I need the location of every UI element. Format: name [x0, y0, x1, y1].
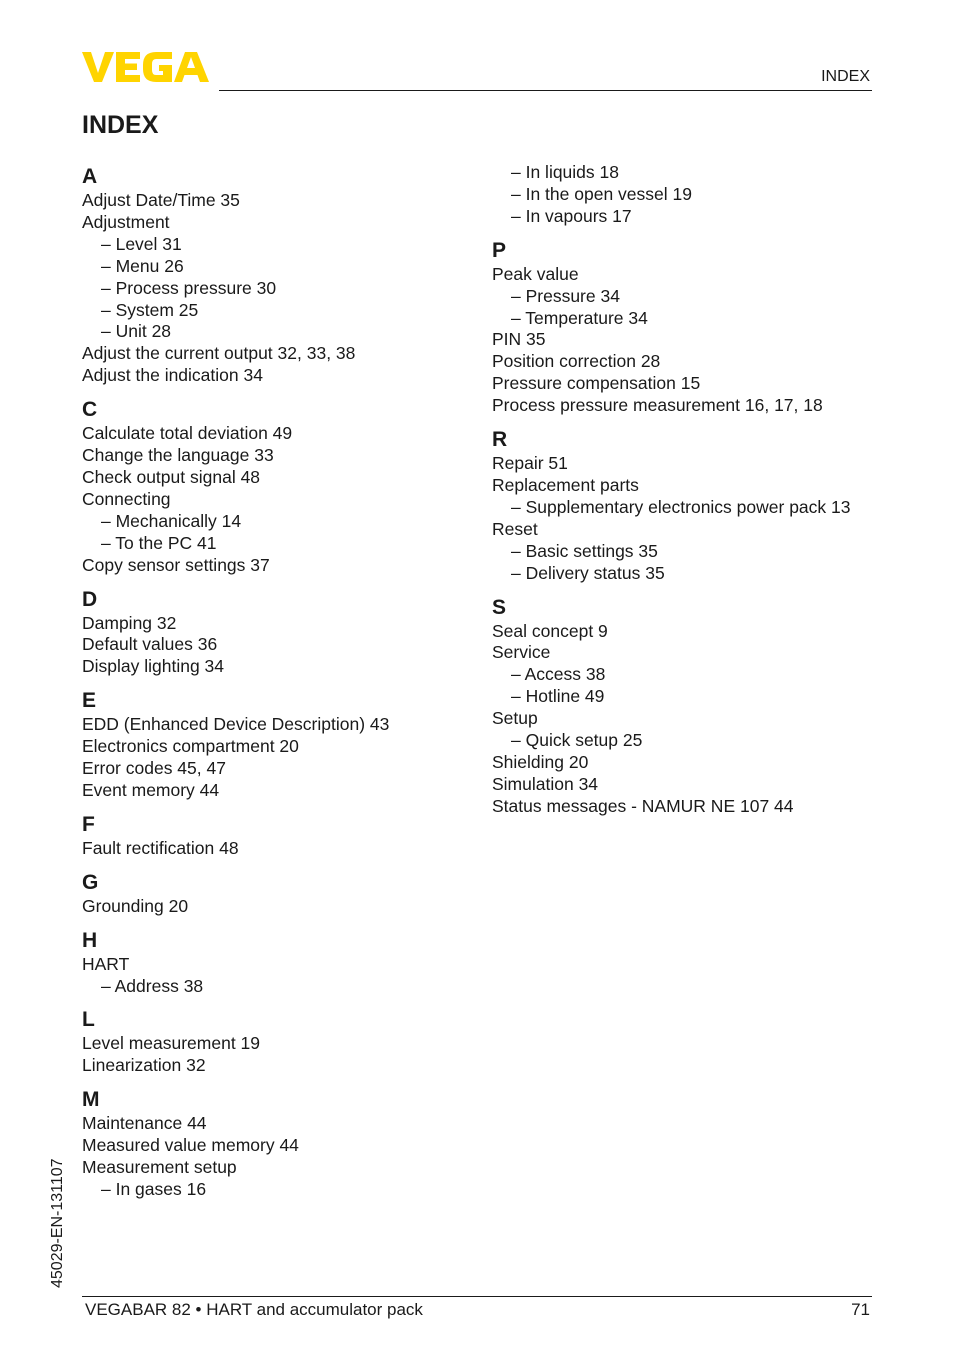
index-entry: Adjust Date/Time 35: [82, 190, 240, 210]
index-letter-heading: D: [82, 587, 98, 611]
document-code: 45029-EN-131107: [49, 1158, 66, 1288]
index-subentry: – Delivery status 35: [511, 562, 665, 583]
index-subentry: – In gases 16: [101, 1179, 207, 1199]
index-entry: Level measurement 19: [82, 1033, 261, 1054]
index-section: [492, 427, 892, 584]
index-entry: Adjust the current output 32, 33, 38: [82, 343, 356, 364]
header-section-label: INDEX: [821, 68, 870, 85]
index-letter-heading: E: [82, 689, 97, 713]
index-entry: Event memory 44: [82, 779, 220, 800]
index-entry: Position correction 28: [492, 351, 661, 372]
index-entry: Connecting: [82, 488, 171, 509]
index-section: [82, 164, 482, 387]
index-entry: Repair 51: [492, 453, 568, 474]
footer-document-title: VEGABAR 82 • HART and accumulator pack: [85, 1300, 423, 1319]
index-entry: Error codes 45, 47: [82, 758, 226, 779]
index-section: [82, 1007, 482, 1077]
index-section: [82, 928, 482, 998]
index-section: [82, 397, 482, 576]
header-divider: [219, 90, 872, 91]
index-letter-heading: F: [82, 812, 95, 836]
index-subentry: – Level 31: [101, 233, 182, 254]
index-entry: HART: [82, 953, 130, 974]
index-subentry: – Basic settings 35: [511, 540, 658, 561]
index-entry: Adjustment: [82, 211, 170, 232]
index-subentry: – Address 38: [101, 975, 204, 996]
vega-logo: [82, 50, 212, 84]
index-entry: Damping 32: [82, 612, 177, 633]
index-section: [492, 595, 892, 818]
index-entry: Peak value: [492, 263, 579, 284]
index-entry: Shielding 20: [492, 751, 589, 772]
index-entry: Copy sensor settings 37: [82, 554, 270, 575]
index-entry: Default values 36: [82, 634, 218, 655]
index-subentry: – To the PC 41: [101, 532, 217, 553]
index-subentry: – Hotline 49: [511, 686, 605, 707]
index-entry: Measured value memory 44: [82, 1135, 299, 1156]
index-entry: Maintenance 44: [82, 1113, 207, 1134]
index-letter-heading: L: [82, 1008, 95, 1032]
index-subentry: – Pressure 34: [511, 285, 620, 306]
index-subentry: – Menu 26: [101, 255, 184, 276]
index-entry: Check output signal 48: [82, 466, 261, 487]
index-column-right: [492, 164, 892, 828]
index-section: [82, 812, 482, 860]
index-entry: EDD (Enhanced Device Description) 43: [82, 714, 390, 735]
index-entry: Change the language 33: [82, 445, 274, 466]
index-subentry: – Mechanically 14: [101, 510, 242, 531]
page-title: INDEX: [82, 111, 159, 139]
index-column-left: [82, 164, 482, 1211]
index-subentry: – System 25: [101, 299, 199, 320]
index-entry: Service: [492, 642, 551, 663]
index-entry: Adjust the indication 34: [82, 365, 263, 386]
index-entry: Linearization 32: [82, 1055, 206, 1076]
index-entry: Replacement parts: [492, 474, 639, 495]
index-entry: Setup: [492, 708, 538, 729]
index-section: [82, 688, 482, 802]
index-entry: Status messages - NAMUR NE 107 44: [492, 795, 794, 816]
index-subentry: – Temperature 34: [511, 307, 648, 328]
index-subentry: – Process pressure 30: [101, 277, 277, 298]
index-letter-heading: C: [82, 398, 98, 422]
index-entry: Process pressure measurement 16, 17, 18: [492, 395, 823, 416]
index-subentry: – Unit 28: [101, 321, 172, 342]
index-subentry: – Supplementary electronics power pack 13: [511, 496, 851, 517]
index-entry: Display lighting 34: [82, 656, 225, 677]
index-subentry: – Access 38: [511, 664, 606, 685]
index-letter-heading: P: [492, 238, 507, 262]
index-subentry: – In liquids 18: [511, 162, 619, 182]
index-letter-heading: R: [492, 428, 508, 452]
index-entry: Simulation 34: [492, 773, 599, 794]
index-section: [82, 1087, 482, 1201]
index-entry: Calculate total deviation 49: [82, 423, 293, 444]
index-section: [82, 587, 482, 679]
index-entry: Reset: [492, 518, 538, 539]
index-letter-heading: M: [82, 1088, 100, 1112]
index-entry: Grounding 20: [82, 895, 189, 916]
index-entry: Measurement setup: [82, 1157, 237, 1178]
index-section: [492, 238, 892, 417]
page-number: 71: [851, 1300, 870, 1319]
footer-divider: [82, 1296, 872, 1297]
index-subentry: – In vapours 17: [511, 205, 632, 226]
index-letter-heading: G: [82, 870, 99, 894]
index-letter-heading: A: [82, 165, 98, 188]
index-entry: Fault rectification 48: [82, 837, 239, 858]
index-entry: PIN 35: [492, 329, 546, 350]
index-letter-heading: S: [492, 595, 507, 619]
index-subentry: – Quick setup 25: [511, 730, 643, 751]
index-entry: Seal concept 9: [492, 620, 608, 641]
index-section: [492, 162, 892, 228]
index-entry: Electronics compartment 20: [82, 736, 299, 757]
index-letter-heading: H: [82, 928, 98, 952]
index-subentry: – In the open vessel 19: [511, 183, 692, 204]
index-entry: Pressure compensation 15: [492, 373, 701, 394]
index-section: [82, 870, 482, 918]
